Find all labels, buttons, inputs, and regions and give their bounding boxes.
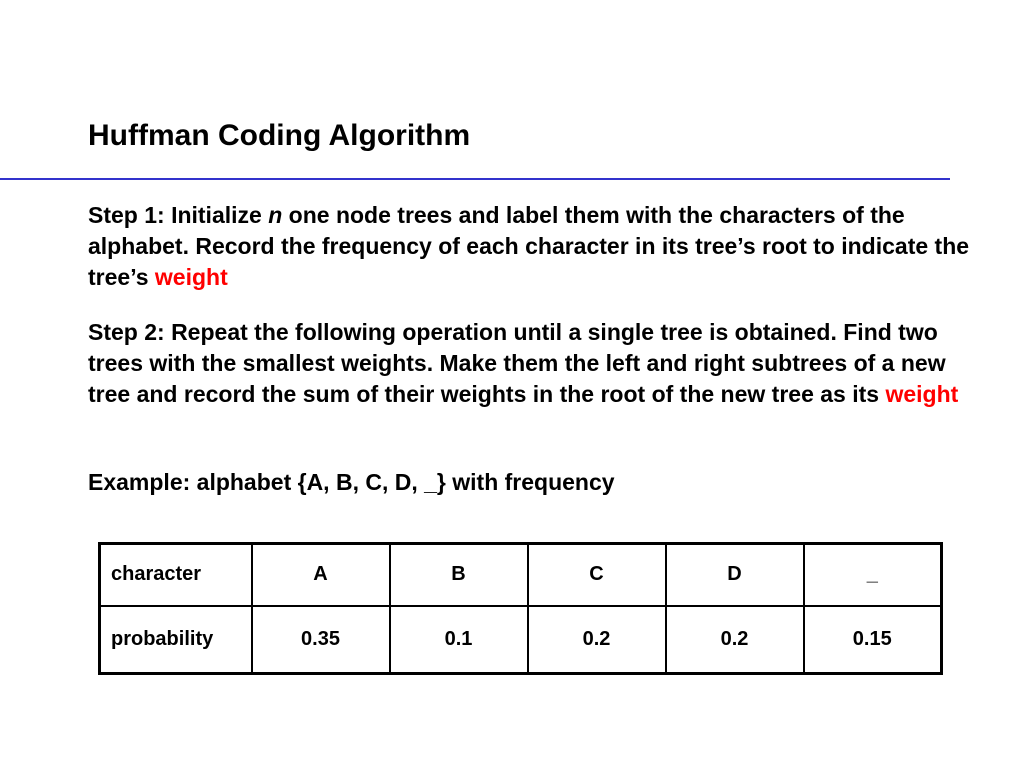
probability-cell: 0.1	[390, 606, 528, 674]
step-2-text: Step 2: Repeat the following operation until a single tree is obtained. Find two trees with the smallest weights. Make them the left and right subtrees of a new tree and record the sum of their weights in the root of the new tree as its	[88, 319, 946, 407]
step-2-weight-highlight: weight	[885, 381, 959, 407]
probability-cell: 0.2	[528, 606, 666, 674]
slide-title: Huffman Coding Algorithm	[88, 119, 471, 152]
table-row-character	[100, 544, 942, 606]
example-paragraph	[88, 467, 988, 498]
row-header-character: character	[100, 544, 252, 606]
step-2-paragraph	[88, 317, 988, 410]
probability-cell: 0.15	[804, 606, 942, 674]
character-cell: A	[252, 544, 390, 606]
character-cell: _	[804, 544, 942, 606]
character-cell: C	[528, 544, 666, 606]
step-1-text-rest: one node trees and label them with the characters of the alphabet. Record the frequency of each character in its tree’s root to indicate the tree’s	[88, 202, 970, 290]
step-1-text-start: Step 1: Initialize	[88, 202, 269, 228]
character-cell: B	[390, 544, 528, 606]
step-1-variable-n: n	[268, 202, 283, 228]
title-divider	[0, 178, 950, 180]
row-header-probability: probability	[100, 606, 252, 674]
frequency-table	[98, 542, 943, 675]
character-cell: D	[666, 544, 804, 606]
step-1-paragraph	[88, 200, 988, 293]
table-row-probability	[100, 606, 942, 674]
probability-cell: 0.2	[666, 606, 804, 674]
probability-cell: 0.35	[252, 606, 390, 674]
example-text: Example: alphabet {A, B, C, D, _} with frequency	[88, 469, 615, 495]
step-1-weight-highlight: weight	[154, 264, 228, 290]
